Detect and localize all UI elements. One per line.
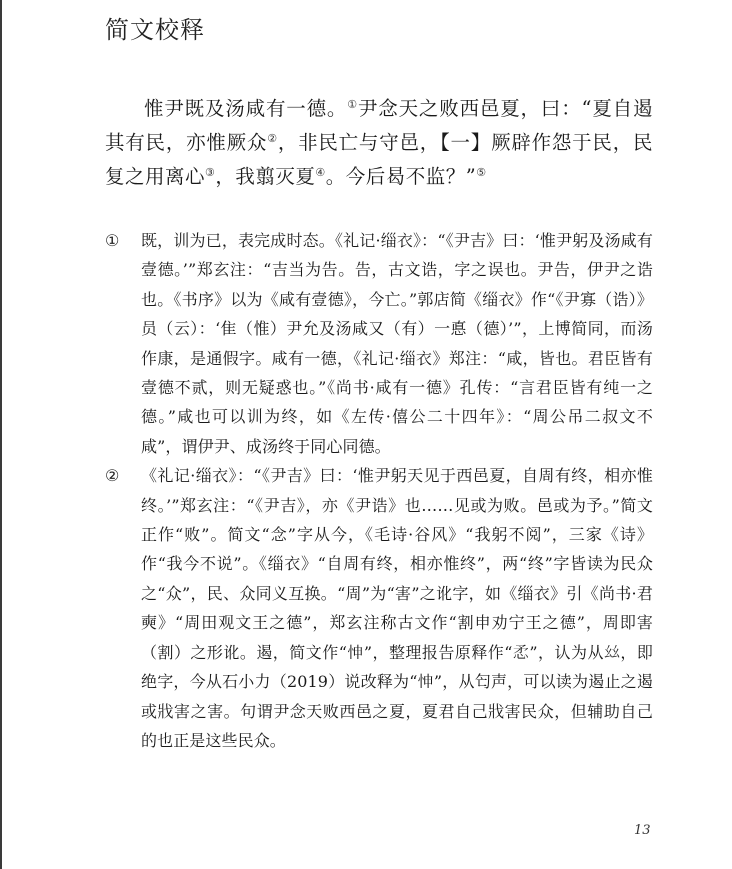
page-number: 13	[634, 823, 651, 838]
footnote-marker[interactable]: ⑤	[476, 166, 487, 179]
main-text-segment: ，我翦灭夏	[215, 165, 316, 188]
main-text-segment: 。今后曷不监？”	[325, 165, 477, 188]
note-marker: ①	[105, 231, 120, 250]
note-2	[105, 461, 653, 755]
main-text-segment: 惟尹既及汤咸有一德。	[144, 97, 348, 120]
main-text-segment: 尹念天之败西邑夏，曰：“夏自遏其有民，亦惟厥众	[105, 97, 653, 154]
footnote-marker[interactable]: ②	[267, 132, 278, 145]
main-text-segment: ，非民亡与守邑，【一】厥辟作怨于民，民复之用离心	[105, 131, 653, 188]
note-marker: ②	[105, 466, 120, 486]
left-margin-rule	[0, 0, 2, 869]
note-text: 既，训为已，表完成时态。《礼记·缁衣》：“《尹吉》曰：‘惟尹躬及汤咸有壹德。’”郑玄注：“吉当为告。告，古文诰，字之误也。尹告，伊尹之诰也。《书序》以为《咸有壹德》，今亡。”郭店简《缁衣》作“《尹寡（诰）》员（云）：‘隹（惟）尹允及汤咸又（有）一悳（德）’”，上博简同，而汤作康，是通假字。咸有一德，《礼记·缁衣》郑注：“咸，皆也。君臣皆有壹德不贰，则无疑惑也。”《尚书·咸有一德》孔传：“言君臣皆有纯一之德。”咸也可以训为终，如《左传·僖公二十四年》：“周公吊二叔文不咸”，谓伊尹、成汤终于同心同德。	[141, 231, 653, 456]
notes-list	[105, 226, 653, 755]
footnote-marker[interactable]: ④	[315, 166, 326, 179]
main-text	[105, 92, 653, 194]
note-1	[105, 226, 653, 461]
footnote-marker[interactable]: ①	[347, 98, 358, 111]
footnote-marker[interactable]: ③	[205, 166, 216, 179]
note-text: 《礼记·缁衣》：“《尹吉》曰：‘惟尹躬天见于西邑夏，自周有终，相亦惟终。’”郑玄注：“《尹吉》，亦《尹诰》也……见或为败。邑或为予。”简文正作“败”。简文“念”字从今，《毛诗·谷风》“我躬不阅”，三家《诗》作“我今不说”。《缁衣》“自周有终，相亦惟终”，两“终”字皆读为民众之“众”，民、众同义互换。“周”为“害”之讹字，如《缁衣》引《尚书·君奭》“周田观文王之德”，郑玄注称古文作“割申劝宁王之德”，周即害（割）之形讹。遏，简文作“𢘊”，整理报告原释作“𢘅”，认为从𢆶，即绝字，今从石小力（2019）说改释为“𢘊”，从匄声，可以读为遏止之遏或戕害之害。句谓尹念天败西邑之夏，夏君自己戕害民众，但辅助自己的也正是这些民众。	[141, 466, 653, 750]
section-title: 简文校释	[105, 16, 205, 44]
